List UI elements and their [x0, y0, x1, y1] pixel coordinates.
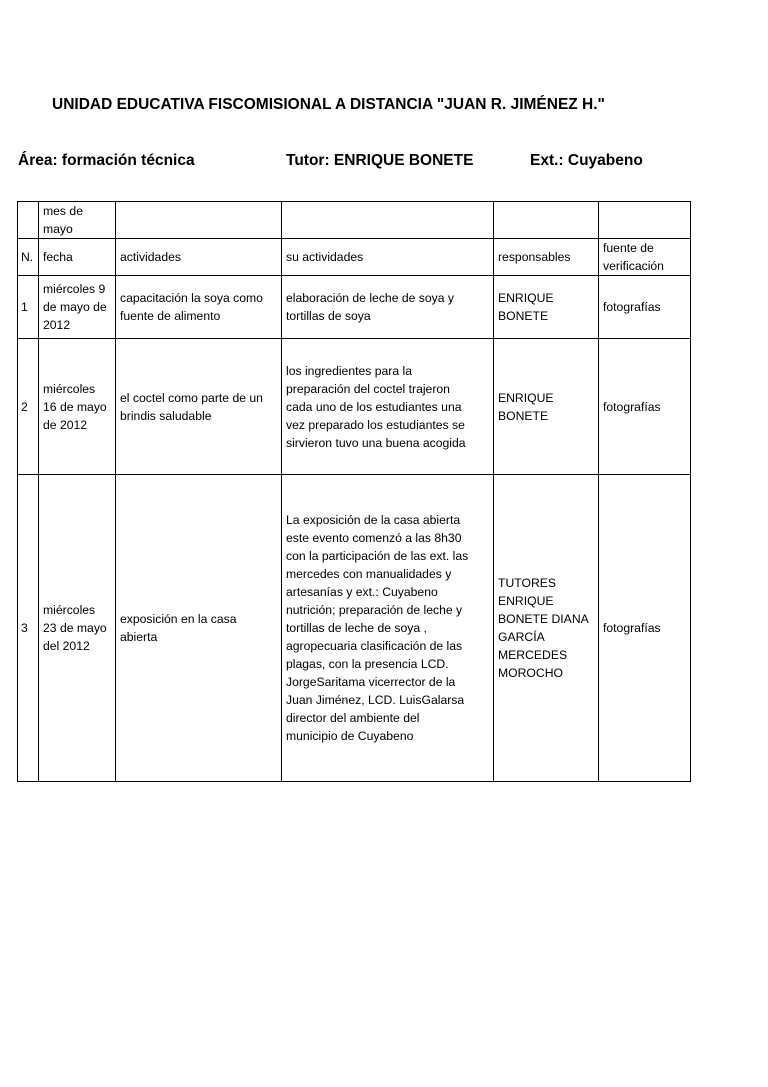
header-actividades: actividades [116, 239, 282, 276]
month-cell: mes de mayo [39, 202, 116, 239]
row-fecha: miércoles 23 de mayo del 2012 [39, 475, 116, 782]
row-fuente: fotografías [599, 276, 691, 339]
row-fuente: fotografías [599, 475, 691, 782]
header-row [18, 239, 691, 276]
header-responsables: responsables [494, 239, 599, 276]
header-fuente: fuente de verificación [599, 239, 691, 276]
document-title: UNIDAD EDUCATIVA FISCOMISIONAL A DISTANCIA "JUAN R. JIMÉNEZ H." [52, 96, 605, 113]
row-su-actividades: elaboración de leche de soya y tortillas de soya [282, 276, 494, 339]
row-su-actividades: los ingredientes para la preparación del coctel trajeron cada uno de los estudiantes una vez preparado los estudiantes se sirvieron tuvo una buena acogida [282, 339, 494, 475]
row-responsables: TUTORES ENRIQUE BONETE DIANA GARCÍA MERCEDES MOROCHO [494, 475, 599, 782]
row-responsables: ENRIQUE BONETE [494, 276, 599, 339]
header-fecha: fecha [39, 239, 116, 276]
row-number: 2 [18, 339, 39, 475]
cell-empty [282, 202, 494, 239]
table-row [18, 475, 691, 782]
row-actividades: capacitación la soya como fuente de alimento [116, 276, 282, 339]
row-fecha: miércoles 9 de mayo de 2012 [39, 276, 116, 339]
tutor-label: Tutor: ENRIQUE BONETE [286, 152, 474, 169]
cell-empty [599, 202, 691, 239]
row-fecha: miércoles 16 de mayo de 2012 [39, 339, 116, 475]
cell-empty [494, 202, 599, 239]
row-fuente: fotografías [599, 339, 691, 475]
row-responsables: ENRIQUE BONETE [494, 339, 599, 475]
header-n: N. [18, 239, 39, 276]
table-row [18, 276, 691, 339]
header-su-actividades: su actividades [282, 239, 494, 276]
row-actividades: exposición en la casa abierta [116, 475, 282, 782]
cell-empty [116, 202, 282, 239]
extension-label: Ext.: Cuyabeno [530, 152, 643, 169]
cell-empty [18, 202, 39, 239]
row-number: 1 [18, 276, 39, 339]
row-actividades: el coctel como parte de un brindis saludable [116, 339, 282, 475]
area-label: Área: formación técnica [18, 152, 195, 169]
row-su-actividades: La exposición de la casa abierta este evento comenzó a las 8h30 con la participación de las ext. las mercedes con manualidades y artesanías y ext.: Cuyabeno nutrición; preparación de leche y tortillas de leche de soya , agropecuaria clasificación de las plagas, con la presencia LCD. JorgeSaritama vicerrector de la Juan Jiménez, LCD. LuisGalarsa director del ambiente del municipio de Cuyabeno [282, 475, 494, 782]
activities-table [17, 201, 691, 782]
month-row [18, 202, 691, 239]
table-row [18, 339, 691, 475]
row-number: 3 [18, 475, 39, 782]
